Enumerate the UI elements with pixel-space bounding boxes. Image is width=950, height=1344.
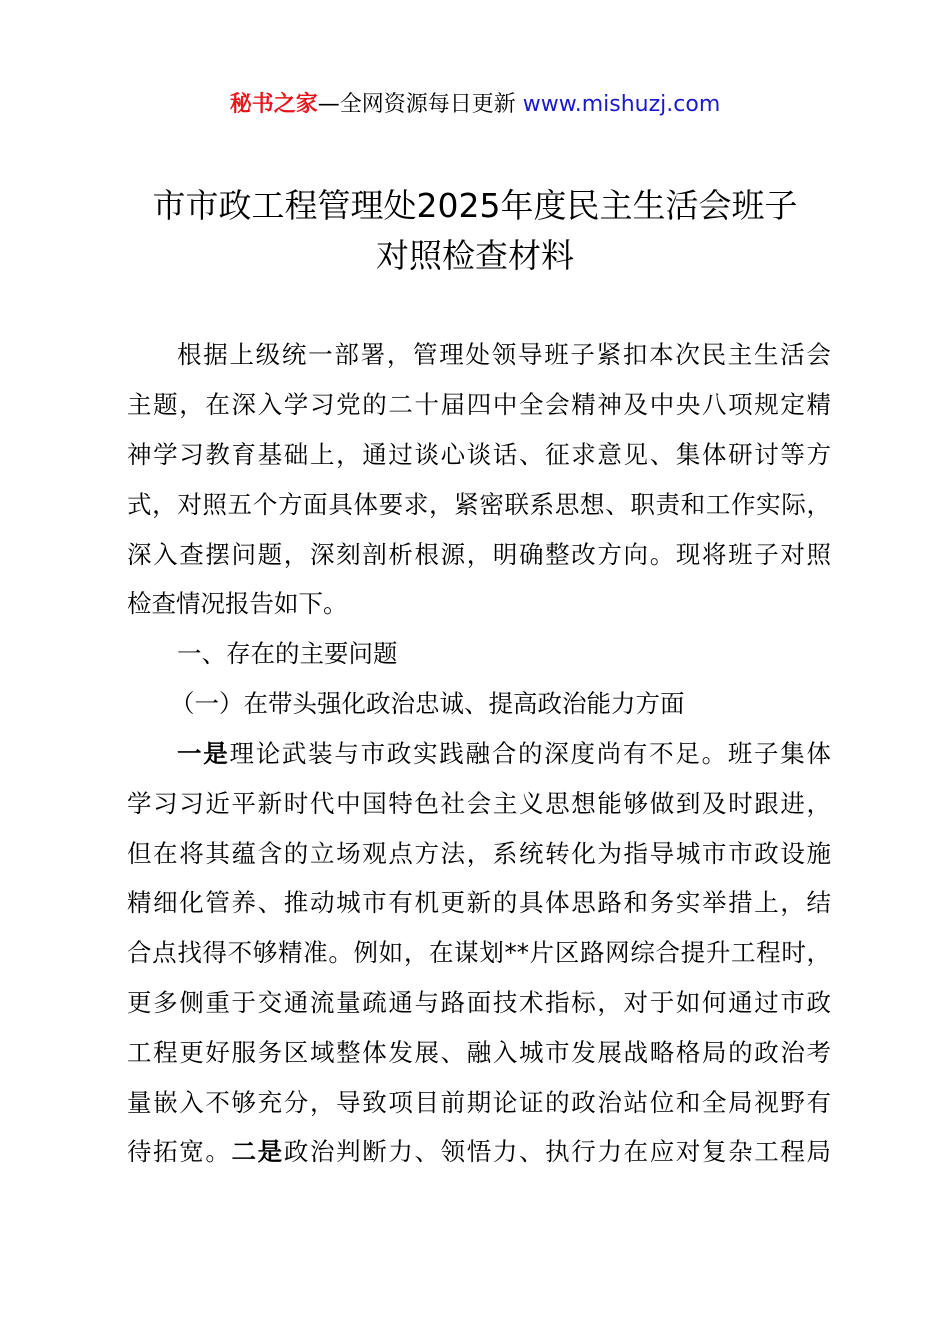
site-url-link[interactable]: www.mishuzj.com bbox=[522, 92, 721, 117]
intro-paragraph-line: 检查情况报告如下。 bbox=[127, 589, 348, 618]
point-two-line bbox=[127, 1135, 831, 1169]
brand-name: 秘书之家 bbox=[229, 92, 318, 117]
body-line: 精细化管养、推动城市有机更新的具体思路和务实举措上，结 bbox=[127, 888, 831, 917]
intro-paragraph-line: 神学习教育基础上，通过谈心谈话、征求意见、集体研讨等方 bbox=[127, 440, 831, 469]
point-one-label: 一是 bbox=[177, 739, 230, 768]
intro-paragraph-line: 主题，在深入学习党的二十届四中全会精神及中央八项规定精 bbox=[127, 390, 831, 419]
document-title-line-1: 市市政工程管理处2025年度民主生活会班子 bbox=[152, 186, 798, 225]
point-one-line bbox=[177, 737, 831, 771]
intro-paragraph-line: 式，对照五个方面具体要求，紧密联系思想、职责和工作实际， bbox=[127, 490, 831, 519]
line-prefix: 待拓宽。 bbox=[127, 1137, 232, 1166]
intro-paragraph-line: 深入查摆问题，深刻剖析根源，明确整改方向。现将班子对照 bbox=[127, 540, 831, 569]
banner-tagline: —全网资源每日更新 bbox=[317, 92, 516, 117]
body-line: 学习习近平新时代中国特色社会主义思想能够做到及时跟进， bbox=[127, 789, 831, 818]
point-one-text: 理论武装与市政实践融合的深度尚有不足。班子集体 bbox=[229, 739, 832, 768]
body-line: 更多侧重于交通流量疏通与路面技术指标，对于如何通过市政 bbox=[127, 988, 831, 1017]
document-title-line-2: 对照检查材料 bbox=[376, 236, 574, 275]
section-heading: 一、存在的主要问题 bbox=[177, 639, 398, 668]
subsection-heading: （一）在带头强化政治忠诚、提高政治能力方面 bbox=[170, 689, 685, 718]
point-two-text: 政治判断力、领悟力、执行力在应对复杂工程局 bbox=[283, 1137, 832, 1166]
body-line: 但在将其蕴含的立场观点方法，系统转化为指导城市市政设施 bbox=[127, 839, 831, 868]
body-line: 量嵌入不够充分，导致项目前期论证的政治站位和全局视野有 bbox=[127, 1088, 831, 1117]
site-banner bbox=[0, 88, 950, 122]
point-two-label: 二是 bbox=[231, 1137, 284, 1166]
intro-paragraph-line: 根据上级统一部署，管理处领导班子紧扣本次民主生活会 bbox=[177, 340, 831, 369]
body-line: 工程更好服务区域整体发展、融入城市发展战略格局的政治考 bbox=[127, 1038, 831, 1067]
body-line: 合点找得不够精准。例如，在谋划**片区路网综合提升工程时， bbox=[127, 938, 831, 967]
